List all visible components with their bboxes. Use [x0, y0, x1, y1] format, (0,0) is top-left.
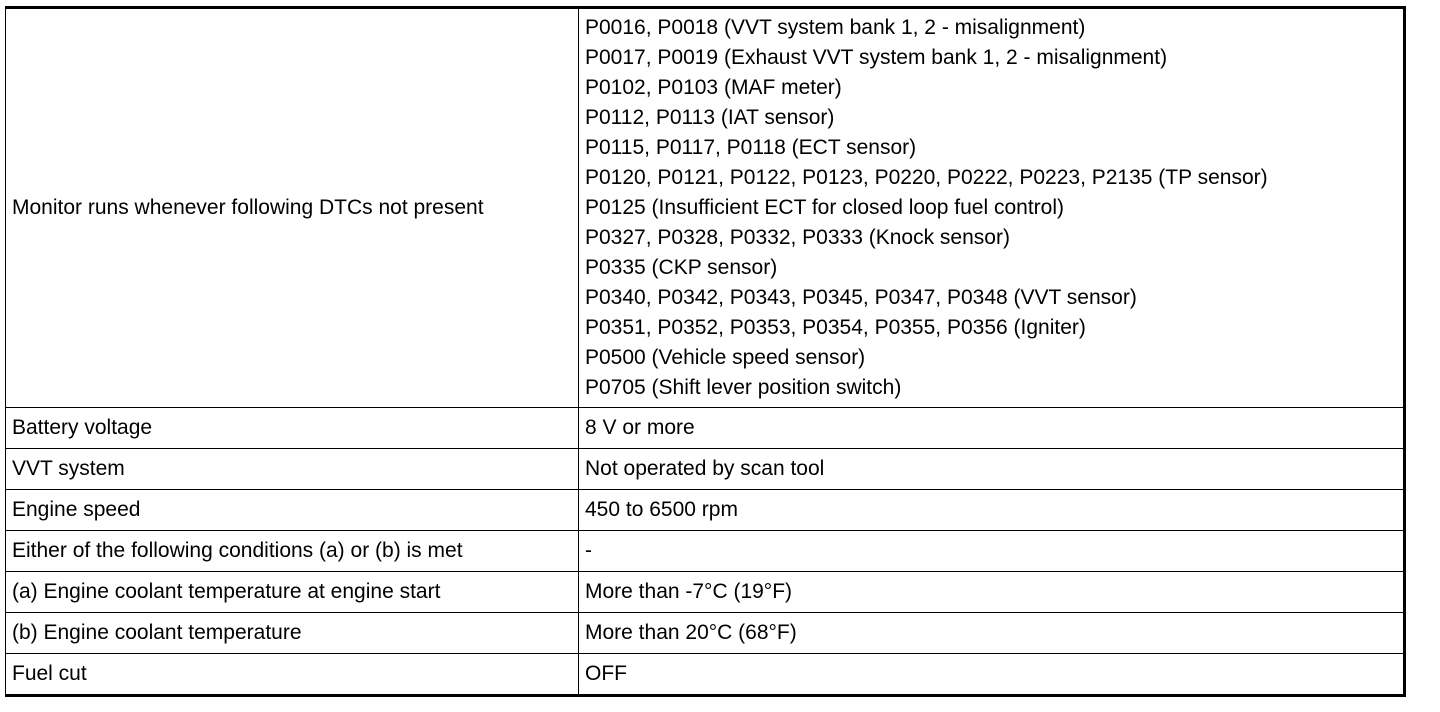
- table-row-either-condition: [6, 531, 1405, 572]
- dtc-list-item: P0500 (Vehicle speed sensor): [585, 346, 866, 369]
- condition-value: More than 20°C (68°F): [579, 613, 1405, 654]
- condition-value: -: [579, 531, 1405, 572]
- table-row-battery-voltage: [6, 408, 1405, 449]
- dtc-list-item: P0102, P0103 (MAF meter): [585, 76, 842, 99]
- monitor-conditions-table: [5, 6, 1406, 697]
- condition-label: Fuel cut: [6, 654, 579, 696]
- dtc-list-cell: [579, 8, 1405, 408]
- condition-value: OFF: [579, 654, 1405, 696]
- dtc-list-item: P0115, P0117, P0118 (ECT sensor): [585, 136, 917, 159]
- dtc-list-item: P0016, P0018 (VVT system bank 1, 2 - misalignment): [585, 16, 1086, 39]
- table-row-coolant-at-start: [6, 572, 1405, 613]
- table-row-fuel-cut: [6, 654, 1405, 696]
- table-row-vvt-system: [6, 449, 1405, 490]
- condition-label: Battery voltage: [6, 408, 579, 449]
- condition-label: Engine speed: [6, 490, 579, 531]
- dtc-list-item: P0125 (Insufficient ECT for closed loop fuel control): [585, 196, 1064, 219]
- condition-value: 450 to 6500 rpm: [579, 490, 1405, 531]
- dtc-list-item: P0017, P0019 (Exhaust VVT system bank 1, 2 - misalignment): [585, 46, 1168, 69]
- condition-label: Either of the following conditions (a) or (b) is met: [6, 531, 579, 572]
- dtc-list-item: P0340, P0342, P0343, P0345, P0347, P0348 (VVT sensor): [585, 286, 1137, 309]
- condition-value: More than -7°C (19°F): [579, 572, 1405, 613]
- dtc-list-item: P0351, P0352, P0353, P0354, P0355, P0356 (Igniter): [585, 316, 1086, 339]
- condition-label: (b) Engine coolant temperature: [6, 613, 579, 654]
- condition-value: Not operated by scan tool: [579, 449, 1405, 490]
- condition-value: 8 V or more: [579, 408, 1405, 449]
- table-row-engine-speed: [6, 490, 1405, 531]
- dtc-list-item: P0705 (Shift lever position switch): [585, 376, 902, 399]
- condition-label: (a) Engine coolant temperature at engine start: [6, 572, 579, 613]
- table-row-coolant-temperature: [6, 613, 1405, 654]
- condition-label: VVT system: [6, 449, 579, 490]
- dtc-list-item: P0335 (CKP sensor): [585, 256, 778, 279]
- dtc-list-item: P0327, P0328, P0332, P0333 (Knock sensor): [585, 226, 1010, 249]
- dtc-list-item: P0120, P0121, P0122, P0123, P0220, P0222, P0223, P2135 (TP sensor): [585, 166, 1268, 189]
- condition-label: Monitor runs whenever following DTCs not present: [6, 8, 579, 408]
- table-row-dtc-conditions: [6, 8, 1405, 408]
- dtc-list-item: P0112, P0113 (IAT sensor): [585, 106, 835, 129]
